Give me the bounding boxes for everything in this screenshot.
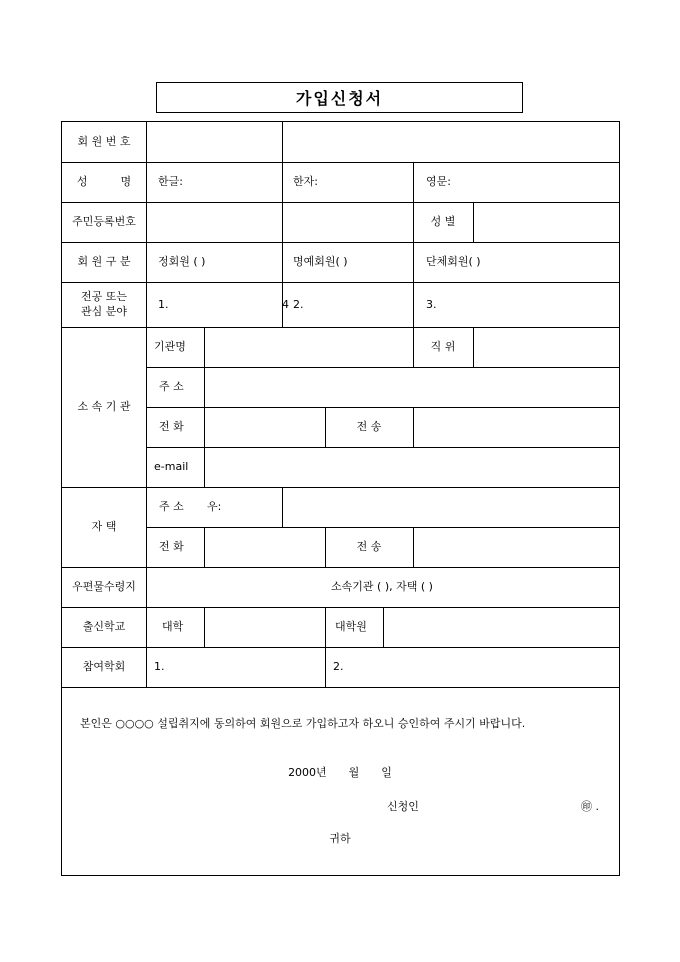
column-divider [325, 647, 326, 687]
major-item-3: 3. [426, 298, 437, 311]
declaration-date: 2000년 월 일 [288, 766, 392, 779]
row-divider [146, 527, 619, 528]
name-hanja-label: 한자: [293, 175, 318, 188]
resident-no-label: 주민등록번호 [72, 215, 136, 228]
college-label: 대학 [162, 620, 184, 633]
column-divider [325, 607, 326, 647]
column-divider [413, 162, 414, 202]
name-label: 성 명 [76, 175, 132, 188]
honorary-member-option: 명예회원( ) [293, 255, 348, 268]
home-address-label: 주 소 [159, 500, 184, 513]
seal-mark: ㊞ . [581, 800, 599, 813]
home-phone-label: 전 화 [159, 540, 184, 553]
major-item-1: 1. [158, 298, 169, 311]
column-divider [473, 327, 474, 367]
addressee-label: 귀하 [329, 832, 351, 845]
row-divider [146, 447, 619, 448]
societies-label: 참여학회 [82, 660, 126, 673]
column-divider [413, 527, 414, 567]
column-divider [282, 122, 283, 327]
affiliation-label: 소 속 기 관 [77, 400, 131, 413]
major-item-2-prefix: 4 [282, 298, 289, 311]
major-label-line2: 관심 분야 [80, 305, 128, 318]
column-divider [383, 607, 384, 647]
column-divider [282, 487, 283, 527]
graduate-label: 대학원 [335, 620, 367, 633]
column-divider [204, 367, 205, 487]
home-label: 자 택 [91, 520, 117, 533]
mail-dest-label: 우편물수령지 [72, 580, 136, 593]
row-divider [62, 687, 619, 688]
member-type-label: 회 원 구 분 [77, 255, 131, 268]
applicant-label: 신청인 [387, 800, 419, 813]
society-item-2: 2. [333, 660, 344, 673]
column-divider [204, 527, 205, 567]
name-english-label: 영문: [426, 175, 451, 188]
column-divider [413, 202, 414, 327]
declaration-text: 본인은 ○○○○ 설립취지에 동의하여 회원으로 가입하고자 하오니 승인하여 주시기 바랍니다. [80, 717, 526, 730]
column-divider [325, 527, 326, 567]
major-label-line1: 전공 또는 [80, 290, 128, 303]
application-form [61, 121, 620, 876]
column-divider [325, 407, 326, 447]
group-member-option: 단체회원( ) [426, 255, 481, 268]
position-label: 직 위 [430, 340, 456, 353]
org-phone-label: 전 화 [159, 420, 184, 433]
column-divider [473, 202, 474, 242]
column-divider [413, 327, 414, 367]
school-label: 출신학교 [82, 620, 126, 633]
label-column-divider [146, 122, 147, 687]
column-divider [204, 607, 205, 647]
org-email-label: e-mail [154, 460, 189, 473]
name-korean-label: 한글: [158, 175, 183, 188]
form-title: 가입신청서 [156, 82, 523, 113]
home-postal-label: 우: [207, 500, 222, 513]
mail-dest-value: 소속기관 ( ), 자택 ( ) [331, 580, 433, 593]
society-item-1: 1. [154, 660, 165, 673]
org-fax-label: 전 송 [356, 420, 382, 433]
column-divider [204, 327, 205, 367]
org-address-label: 주 소 [159, 380, 184, 393]
row-divider [146, 367, 619, 368]
home-fax-label: 전 송 [356, 540, 382, 553]
regular-member-option: 정회원 ( ) [158, 255, 206, 268]
org-name-label: 기관명 [154, 340, 186, 353]
gender-label: 성 별 [430, 215, 456, 228]
major-item-2: 2. [293, 298, 304, 311]
row-divider [146, 407, 619, 408]
column-divider [413, 407, 414, 447]
member-no-label: 회 원 번 호 [77, 135, 131, 148]
